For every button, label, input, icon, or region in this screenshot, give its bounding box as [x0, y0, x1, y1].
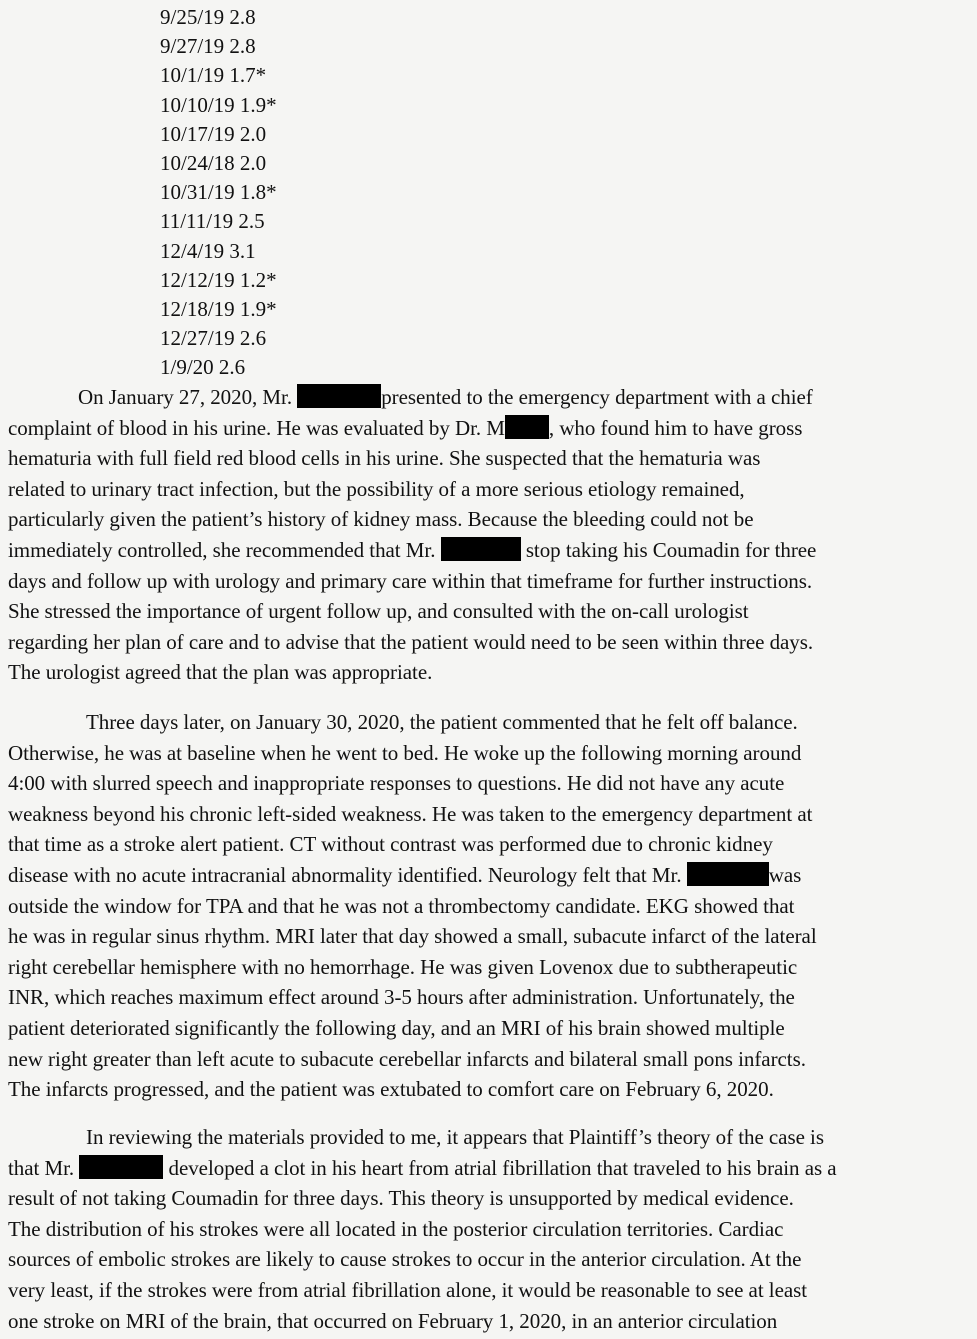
reading-date: 1/9/20 [160, 355, 214, 380]
redaction-block [79, 1155, 163, 1179]
reading-value: 2.8 [229, 34, 256, 59]
reading-date: 10/24/18 [160, 150, 235, 175]
text-segment: that Mr. [8, 1155, 75, 1180]
inr-reading [160, 91, 277, 120]
text-line: Three days later, on January 30, 2020, the patient commented that he felt off balance. [86, 710, 798, 734]
text-segment: presented to the emergency department with a chief [381, 385, 813, 409]
reading-value: 2.0 [239, 121, 267, 146]
inr-reading [160, 178, 277, 207]
reading-date: 9/27/19 [160, 34, 225, 59]
text-line: related to urinary tract infection, but the possibility of a more serious etiology remained, [8, 476, 745, 501]
text-line [8, 860, 970, 891]
text-line: outside the window for TPA and that he was not a thrombectomy candidate. EKG showed that [8, 893, 795, 918]
text-line: hematuria with full field red blood cells in his urine. She suspected that the hematuria was [8, 446, 761, 471]
reading-value: 2.6 [218, 355, 246, 380]
inr-reading [160, 61, 277, 90]
reading-value: 1.9* [239, 92, 277, 117]
text-line: sources of embolic strokes are likely to cause strokes to occur in the anterior circulation. At the [8, 1247, 802, 1272]
text-line: The urologist agreed that the plan was appropriate. [8, 660, 433, 685]
inr-reading [160, 32, 277, 61]
text-line: weakness beyond his chronic left-sided weakness. He was taken to the emergency department at [8, 801, 813, 826]
redaction-block [687, 862, 769, 886]
redaction-block [297, 384, 381, 408]
text-line: In reviewing the materials provided to me, it appears that Plaintiff’s theory of the case is [86, 1125, 824, 1149]
text-line: Otherwise, he was at baseline when he went to bed. He woke up the following morning around [8, 740, 802, 765]
text-line: INR, which reaches maximum effect around 3-5 hours after administration. Unfortunately, the [8, 985, 795, 1010]
reading-date: 10/31/19 [160, 180, 235, 205]
inr-reading [160, 324, 277, 353]
reading-value: 1.2* [239, 267, 277, 292]
text-line: She stressed the importance of urgent follow up, and consulted with the on-call urologist [8, 599, 749, 624]
text-line [8, 535, 970, 566]
text-segment: developed a clot in his heart from atrial fibrillation that traveled to his brain as a [168, 1155, 837, 1180]
text-line: patient deteriorated significantly the following day, and an MRI of his brain showed multiple [8, 1015, 785, 1040]
text-line: particularly given the patient’s history of kidney mass. Because the bleeding could not be [8, 507, 754, 532]
inr-reading [160, 3, 277, 32]
inr-reading-list [160, 3, 277, 382]
paragraph-emergency-visit [8, 382, 970, 688]
reading-value: 2.8 [229, 5, 256, 29]
text-segment: was [768, 862, 802, 887]
inr-reading [160, 207, 277, 236]
inr-reading [160, 237, 277, 266]
text-segment: immediately controlled, she recommended that Mr. [8, 537, 436, 562]
text-line: new right greater than left acute to subacute cerebellar infarcts and bilateral small pons infarcts. [8, 1046, 806, 1071]
reading-date: 12/4/19 [160, 238, 225, 263]
reading-value: 1.8* [239, 180, 277, 205]
text-line: The infarcts progressed, and the patient was extubated to comfort care on February 6, 2020. [8, 1077, 774, 1102]
text-segment: stop taking his Coumadin for three [525, 537, 817, 562]
reading-date: 11/11/19 [160, 209, 234, 234]
text-line: The distribution of his strokes were all located in the posterior circulation territories. Cardiac [8, 1216, 784, 1241]
inr-reading [160, 266, 277, 295]
reading-date: 12/12/19 [160, 267, 235, 292]
text-line: days and follow up with urology and primary care within that timeframe for further instructions. [8, 568, 813, 593]
text-line: result of not taking Coumadin for three days. This theory is unsupported by medical evidence. [8, 1186, 794, 1211]
reading-date: 9/25/19 [160, 5, 225, 29]
text-line: one stroke on MRI of the brain, that occurred on February 1, 2020, in an anterior circulation [8, 1308, 778, 1333]
reading-value: 2.6 [239, 326, 267, 351]
text-segment: On January 27, 2020, Mr. [78, 385, 293, 409]
text-line [8, 1153, 970, 1184]
reading-date: 10/10/19 [160, 92, 235, 117]
reading-value: 2.0 [239, 150, 267, 175]
text-line: very least, if the strokes were from atrial fibrillation alone, it would be reasonable to see at least [8, 1277, 808, 1302]
inr-reading [160, 120, 277, 149]
text-segment: complaint of blood in his urine. He was evaluated by Dr. M [8, 415, 505, 440]
text-line [8, 413, 970, 444]
reading-date: 10/17/19 [160, 121, 235, 146]
paragraph-stroke-events [8, 707, 970, 1105]
text-line: 4:00 with slurred speech and inappropriate responses to questions. He did not have any acute [8, 771, 785, 796]
reading-value: 1.9* [239, 296, 277, 321]
text-line: that time as a stroke alert patient. CT without contrast was performed due to chronic kidney [8, 832, 773, 857]
reading-date: 12/27/19 [160, 326, 235, 351]
reading-value: 2.5 [238, 209, 265, 234]
text-line: regarding her plan of care and to advise that the patient would need to be seen within three days. [8, 629, 814, 654]
redaction-block [505, 415, 549, 439]
text-segment: disease with no acute intracranial abnormality identified. Neurology felt that Mr. [8, 862, 682, 887]
inr-reading [160, 353, 277, 382]
inr-reading [160, 295, 277, 324]
text-line: he was in regular sinus rhythm. MRI later that day showed a small, subacute infarct of the lateral [8, 924, 817, 949]
redaction-block [441, 537, 521, 561]
reading-date: 12/18/19 [160, 296, 235, 321]
reading-date: 10/1/19 [160, 63, 225, 88]
reading-value: 3.1 [229, 238, 256, 263]
text-segment: , who found him to have gross [548, 415, 803, 440]
inr-reading [160, 149, 277, 178]
text-line [8, 382, 970, 413]
text-line: right cerebellar hemisphere with no hemorrhage. He was given Lovenox due to subtherapeutic [8, 954, 798, 979]
paragraph-plaintiff-theory [8, 1122, 970, 1336]
reading-value: 1.7* [229, 63, 267, 88]
